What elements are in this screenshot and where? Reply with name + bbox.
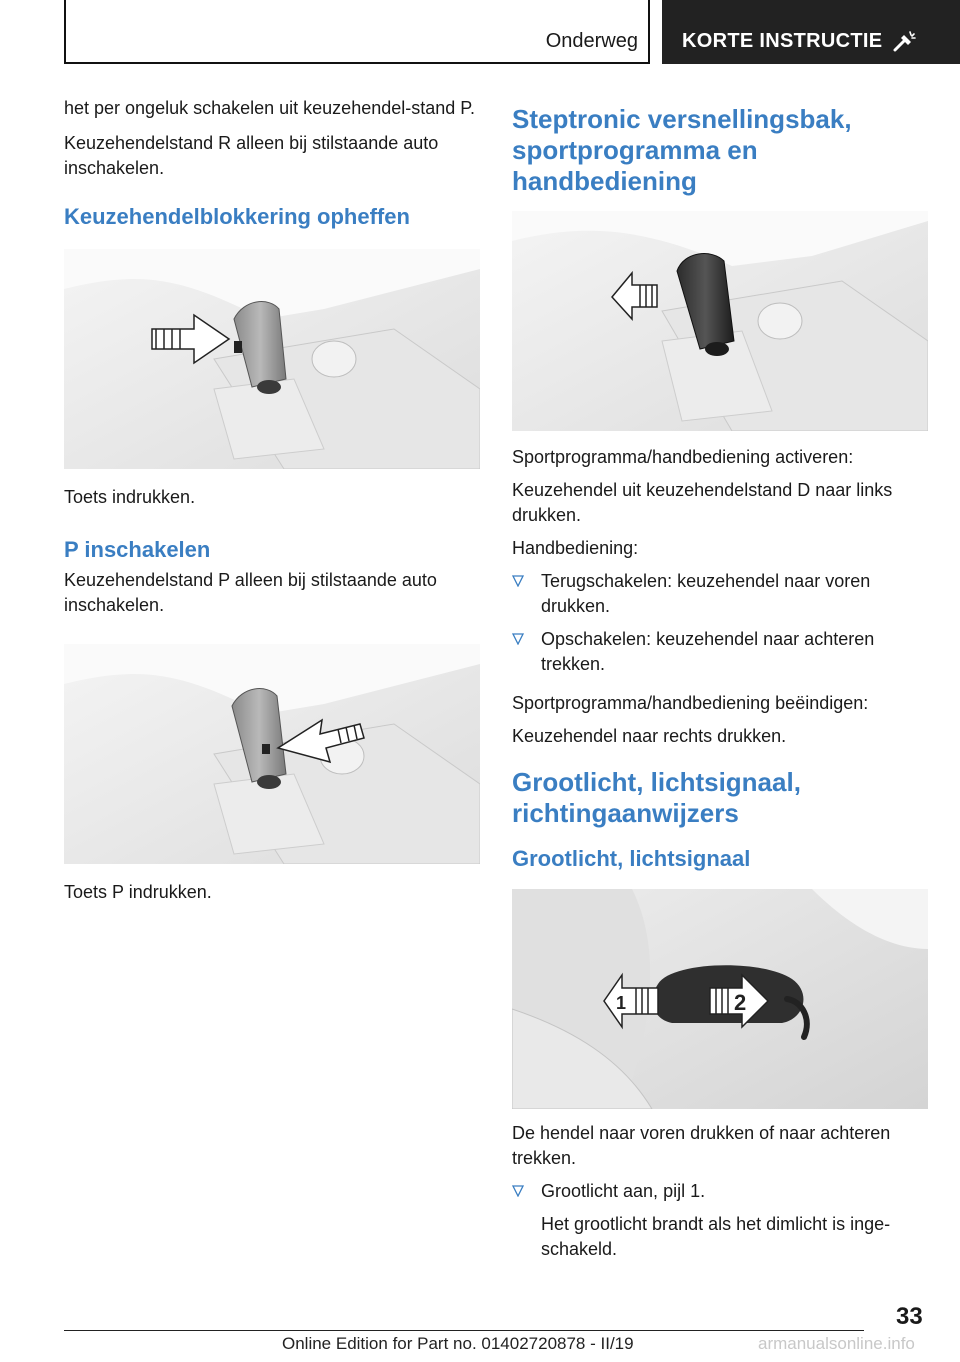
edition-note: Online Edition for Part no. 01402720878 - II/19 — [282, 1334, 634, 1353]
paragraph: Sportprogramma/handbediening beëindigen: — [512, 693, 869, 713]
left-column — [64, 96, 484, 905]
watermark: armanualsonline.info — [758, 1334, 915, 1353]
list-item-text: Opschakelen: keuzehendel naar achteren trekken. — [541, 629, 875, 674]
header-rule — [64, 62, 650, 64]
list-item-text: Terugschakelen: keuzehendel naar voren drukken. — [541, 571, 871, 616]
header-left-rule — [64, 0, 66, 64]
footer-rule — [64, 1330, 864, 1331]
paragraph: Keuzehendel naar rechts drukken. — [512, 726, 787, 746]
figure-caption: Toets P indrukken. — [64, 882, 212, 902]
list-item — [512, 569, 932, 619]
figure-turn-signal-lever — [512, 889, 928, 1109]
triangle-bullet-icon — [512, 1185, 524, 1197]
paragraph: Keuzehendel uit keuzehendelstand D naar links drukken. — [512, 480, 893, 525]
arrow-label-2: 2 — [734, 990, 747, 1015]
figure-sport-mode — [512, 211, 928, 431]
heading-park: P inschakelen — [64, 537, 211, 562]
figure-selector-unlock — [64, 249, 480, 469]
paragraph: Handbediening: — [512, 538, 639, 558]
paragraph: Keuzehendelstand P alleen bij stilstaande auto inschakelen. — [64, 570, 437, 615]
list-item-text: Grootlicht aan, pijl 1. — [541, 1181, 706, 1201]
heading-steptronic: Steptronic versnellingsbak, sportprogramma en handbediening — [512, 104, 852, 196]
paragraph: Keuzehendelstand R alleen bij stilstaande auto inschakelen. — [64, 133, 439, 178]
arrow-label-1: 1 — [616, 993, 627, 1013]
wrench-spark-icon — [890, 28, 918, 56]
paragraph: De hendel naar voren drukken of naar achteren trekken. — [512, 1123, 891, 1168]
header-separator — [648, 0, 650, 64]
section-label: Onderweg — [545, 30, 638, 52]
list-item — [512, 1179, 932, 1204]
heading-unlock: Keuzehendelblokkering opheffen — [64, 204, 410, 229]
triangle-bullet-icon — [512, 633, 524, 645]
list-item — [512, 627, 932, 677]
figure-caption: Toets indrukken. — [64, 487, 196, 507]
list-item-note: Het grootlicht brandt als het dimlicht is inge-schakeld. — [541, 1214, 891, 1259]
triangle-bullet-icon — [512, 575, 524, 587]
paragraph: het per ongeluk schakelen uit keuzehendel-stand P. — [64, 98, 475, 118]
chapter-label: KORTE INSTRUCTIE — [682, 30, 883, 52]
heading-highbeam: Grootlicht, lichtsignaal, richtingaanwijzers — [512, 767, 801, 828]
right-column — [512, 104, 932, 1262]
figure-park-button — [64, 644, 480, 864]
page-number: 33 — [896, 1303, 923, 1330]
chapter-tab[interactable] — [662, 0, 960, 64]
paragraph: Sportprogramma/handbediening activeren: — [512, 447, 854, 467]
heading-highbeam-sub: Grootlicht, lichtsignaal — [512, 846, 751, 871]
